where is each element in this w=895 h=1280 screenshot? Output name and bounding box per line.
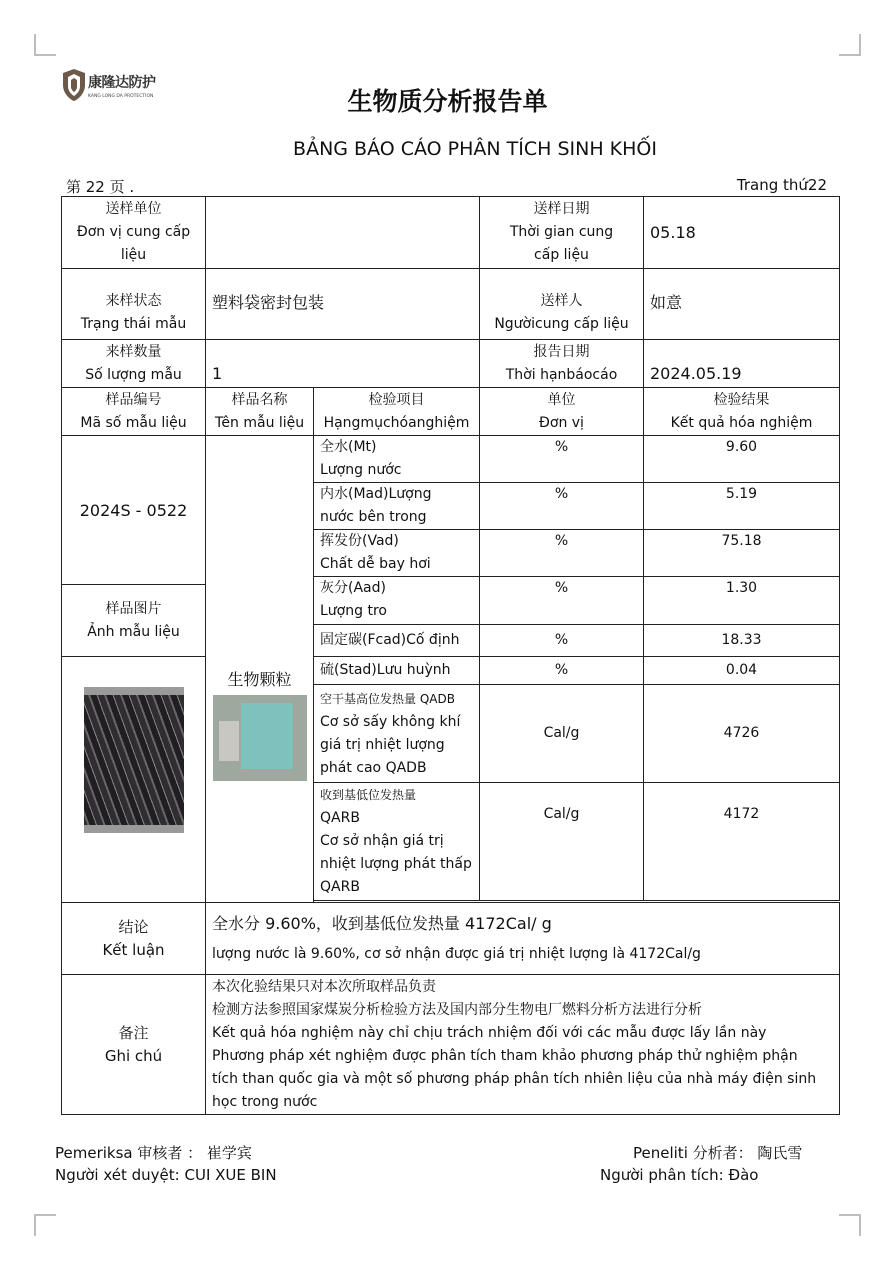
title-vietnamese: BẢNG BÁO CÁO PHÂN TÍCH SINH KHỐI [293, 138, 657, 160]
test-result: 1.30 [644, 577, 840, 625]
test-result: 9.60 [644, 436, 840, 483]
test-unit: % [480, 530, 644, 577]
title-chinese: 生物质分析报告单 [347, 87, 548, 116]
info-row-quantity [62, 340, 840, 388]
corner-mark-top-left [34, 34, 56, 56]
page-number-cn: 第 22 页 . [66, 178, 135, 196]
column-header-row [62, 388, 840, 436]
sample-pellets-photo [84, 687, 184, 833]
test-result: 18.33 [644, 625, 840, 657]
test-unit: Cal/g [480, 685, 644, 783]
test-unit: % [480, 483, 644, 530]
test-item: 全水(Mt) Lượng nước [314, 436, 480, 483]
status-value: 塑料袋密封包装 [206, 269, 480, 340]
photo-label-cell: 样品图片 Ảnh mẫu liệu [62, 585, 206, 657]
reviewer-line-1: Pemeriksa 审核者 ： 崔学宾 [55, 1144, 252, 1162]
sample-photo-cell [62, 657, 206, 903]
quantity-value: 1 [206, 340, 480, 388]
test-item: 空干基高位发热量 QADB Cơ sở sấy không khí giá trị nhiệt lượng phát cao QADB [314, 685, 480, 783]
conclusion-text-vn: lượng nước là 9.60%, cơ sở nhận được giá trị nhiệt lượng là 4172Cal/g [212, 945, 701, 962]
supplier-value [206, 197, 480, 269]
test-result: 5.19 [644, 483, 840, 530]
corner-mark-bottom-right [839, 1214, 861, 1236]
analyst-line-1: Peneliti 分析者： 陶氏雪 [633, 1144, 803, 1162]
test-unit: % [480, 436, 644, 483]
test-result: 4726 [644, 685, 840, 783]
report-date-value: 2024.05.19 [644, 340, 840, 388]
sample-bag-photo [213, 695, 307, 781]
test-unit: % [480, 577, 644, 625]
test-item: 灰分(Aad) Lượng tro [314, 577, 480, 625]
status-label: 来样状态 Trạng thái mẫu [62, 269, 206, 340]
logo-subtext: KANG LONG DA PROTECTION [88, 94, 154, 99]
sample-name-cell [206, 436, 314, 903]
test-result: 4172 [644, 783, 840, 901]
sender-label: 送样人 Ngườicung cấp liệu [480, 269, 644, 340]
info-row-supplier [62, 197, 840, 269]
page-number-vn: Trang thứ22 [736, 176, 827, 194]
test-result: 0.04 [644, 657, 840, 685]
test-unit: Cal/g [480, 783, 644, 901]
column-header-code: 样品编号 Mã số mẫu liệu [62, 388, 206, 436]
column-header-name: 样品名称 Tên mẫu liệu [206, 388, 314, 436]
report-table [61, 196, 840, 1115]
test-item: 内水(Mad)Lượng nước bên trong [314, 483, 480, 530]
column-header-item: 检验项目 Hạngmụchóanghiệm [314, 388, 480, 436]
test-unit: % [480, 657, 644, 685]
send-date-label: 送样日期 Thời gian cung cấp liệu [480, 197, 644, 269]
conclusion-row [62, 903, 840, 975]
send-date-value: 05.18 [644, 197, 840, 269]
logo-text: 康隆达防护 [88, 75, 156, 91]
conclusion-text [206, 903, 840, 975]
conclusion-text-cn: 全水分 9.60%，收到基低位发热量 4172Cal/ g [212, 913, 552, 933]
sender-value: 如意 [644, 269, 840, 340]
test-result: 75.18 [644, 530, 840, 577]
sample-code: 2024S - 0522 [62, 436, 206, 585]
test-item: 固定碳(Fcad)Cố định [314, 625, 480, 657]
test-item: 收到基低位发热量 QARB Cơ sở nhận giá trị nhiệt lượng phát thấp QARB [314, 783, 480, 901]
notes-text: 本次化验结果只对本次所取样品负责 检测方法参照国家煤炭分析检验方法及国内部分生物电厂燃料分析方法进行分析 Kết quả hóa nghiệm này chỉ chịu trách nhiệm đối với các mẫu được lấy lần này Phương pháp xét nghiệm được phân tích tham khảo phương pháp thử nghiệm phận tích than quốc gia và một số phương pháp phân tích nhiên liệu của nhà máy điện sinh học trong nước [206, 975, 840, 1115]
test-row [62, 657, 840, 685]
info-row-status [62, 269, 840, 340]
test-item: 硫(Stad)Lưu huỳnh [314, 657, 480, 685]
test-row [62, 436, 840, 483]
reviewer-line-2: Người xét duyệt: CUI XUE BIN [55, 1166, 277, 1184]
column-header-unit: 单位 Đơn vị [480, 388, 644, 436]
supplier-label: 送样单位 Đơn vị cung cấp liệu [62, 197, 206, 269]
quantity-label: 来样数量 Số lượng mẫu [62, 340, 206, 388]
sample-name: 生物颗粒 [227, 669, 292, 689]
test-item: 挥发份(Vad) Chất dễ bay hơi [314, 530, 480, 577]
corner-mark-top-right [839, 34, 861, 56]
corner-mark-bottom-left [34, 1214, 56, 1236]
analyst-line-2: Người phân tích: Đào [600, 1166, 759, 1184]
test-unit: % [480, 625, 644, 657]
notes-label: 备注 Ghi chú [62, 975, 206, 1115]
column-header-result: 检验结果 Kết quả hóa nghiệm [644, 388, 840, 436]
report-date-label: 报告日期 Thời hạnbáocáo [480, 340, 644, 388]
notes-row [62, 975, 840, 1115]
conclusion-label: 结论 Kết luận [62, 903, 206, 975]
